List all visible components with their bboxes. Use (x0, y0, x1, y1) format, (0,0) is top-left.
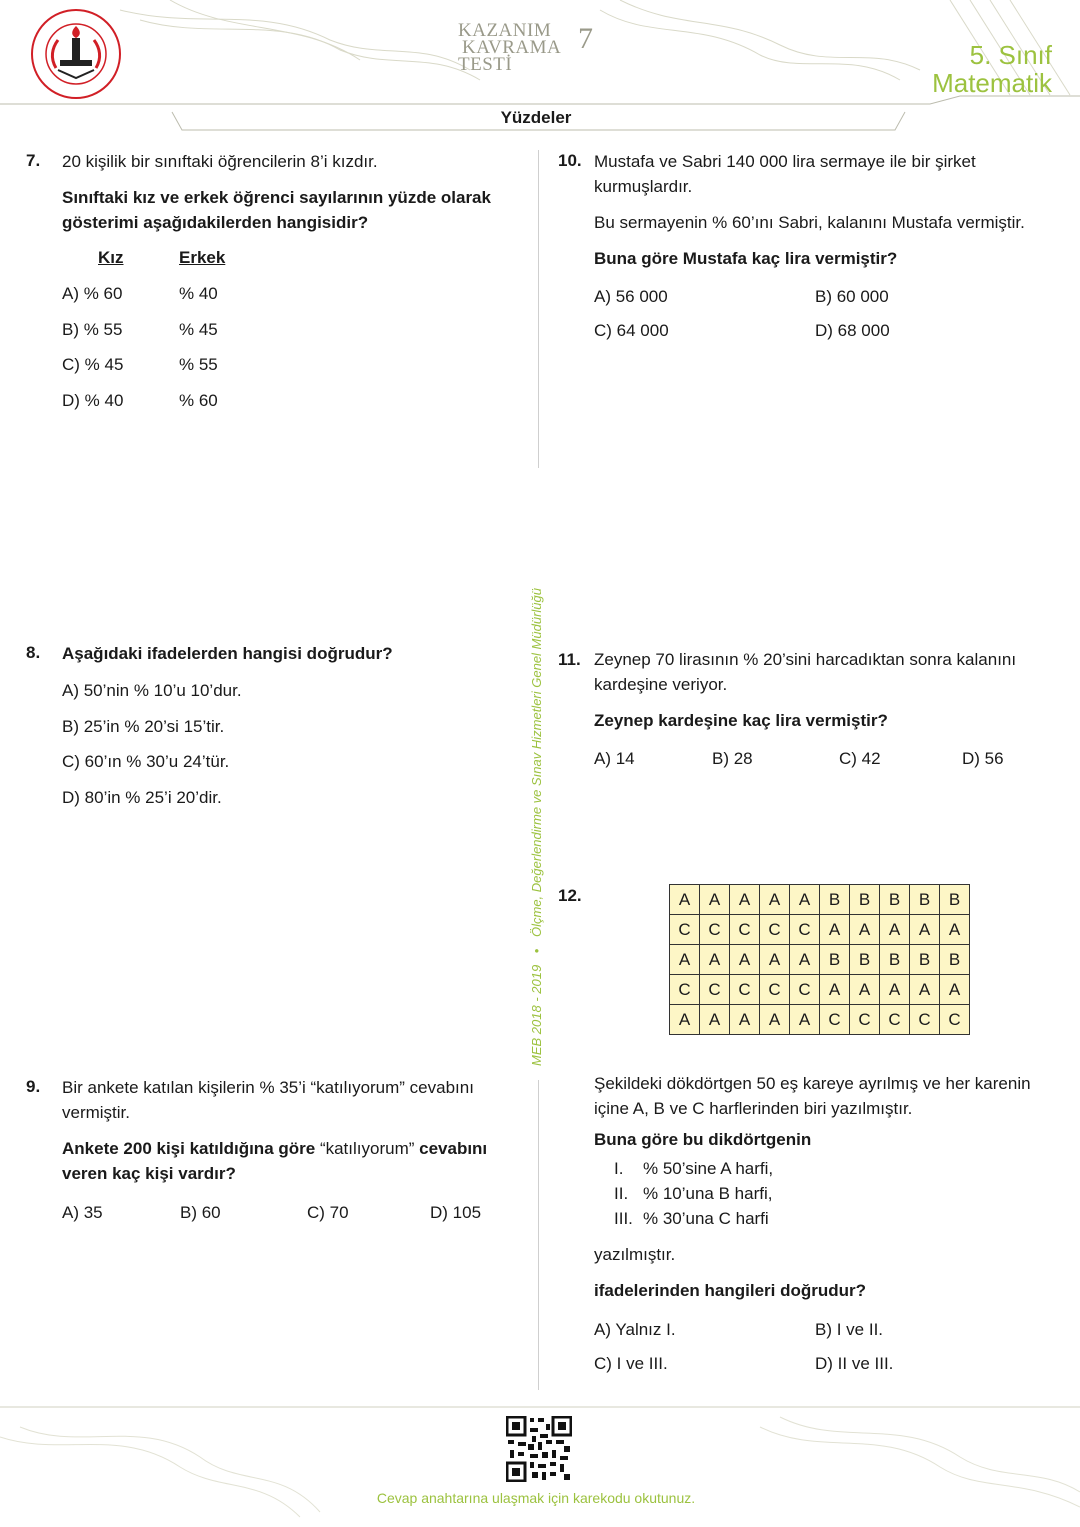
q7-option-c-value: % 55 (179, 355, 218, 374)
grid-cell: A (820, 975, 850, 1005)
q12-question: Buna göre bu dikdörtgenin (594, 1130, 812, 1149)
grid-cell: A (700, 945, 730, 975)
q11-option-a[interactable]: A) 14 (594, 749, 635, 768)
grid-cell: C (880, 1005, 910, 1035)
q11-option-c[interactable]: C) 42 (839, 749, 881, 768)
q12-letter-grid (669, 884, 970, 1035)
q12-statement-2-roman: II. (614, 1184, 629, 1203)
topic-title: Yüzdeler (500, 108, 572, 127)
grid-cell: B (940, 945, 970, 975)
grid-row (670, 885, 970, 915)
grid-cell: C (790, 915, 820, 945)
grid-cell: A (940, 975, 970, 1005)
q10-option-b[interactable]: B) 60 000 (815, 287, 889, 306)
q7-stem: 20 kişilik bir sınıftaki öğrencilerin 8’i kızdır. (62, 152, 378, 171)
q10-stem: Mustafa ve Sabri 140 000 lira sermaye ile bir şirket kurmuşlardır. (594, 152, 976, 196)
q11-option-b[interactable]: B) 28 (712, 749, 753, 768)
credit-org: Ölçme, Değerlendirme ve Sınav Hizmetleri Genel Müdürlüğü (529, 588, 544, 937)
q11-question: Zeynep kardeşine kaç lira vermiştir? (594, 711, 888, 730)
grid-cell: C (850, 1005, 880, 1035)
brand-title (458, 22, 570, 73)
q12-statement-2: % 10’una B harfi, (643, 1184, 773, 1203)
q9-question-part2: “katılıyorum” (315, 1139, 420, 1158)
q9-question-part1: Ankete 200 kişi katıldığına göre (62, 1139, 316, 1158)
q7-number: 7. (26, 151, 41, 170)
grid-cell: A (850, 915, 880, 945)
grid-cell: C (730, 915, 760, 945)
q8-option-b[interactable]: B) 25’in % 20’si 15’tir. (62, 717, 225, 736)
grid-cell: B (820, 945, 850, 975)
grid-cell: A (790, 1005, 820, 1035)
q12-stem: Şekildeki dökdörtgen 50 eş kareye ayrılmış ve her karenin içine A, B ve C harflerinden biri yazılmıştır. (594, 1074, 1031, 1118)
q7-option-a-value: % 40 (179, 284, 218, 303)
grid-cell: C (760, 915, 790, 945)
q12-option-b[interactable]: B) I ve II. (815, 1320, 884, 1339)
q12-option-d[interactable]: D) II ve III. (815, 1354, 894, 1373)
grid-cell: C (730, 975, 760, 1005)
grid-cell: C (820, 1005, 850, 1035)
grid-row (670, 945, 970, 975)
q7-option-a[interactable]: A) % 60 (62, 284, 123, 303)
grid-cell: C (940, 1005, 970, 1035)
qr-caption: Cevap anahtarına ulaşmak için karekodu okutunuz. (376, 1490, 696, 1506)
q10-number: 10. (558, 151, 582, 170)
q7-option-b-value: % 45 (179, 320, 218, 339)
grid-cell: A (760, 945, 790, 975)
q12-number: 12. (558, 886, 582, 905)
subject-label: Matematik (932, 68, 1052, 98)
grade-label: 5. Sınıf (969, 40, 1052, 70)
q7-col-kiz: Kız (98, 248, 124, 267)
grid-cell: A (730, 885, 760, 915)
brand-line-3: TESTİ (458, 54, 513, 75)
grid-cell: A (910, 975, 940, 1005)
q10-question: Buna göre Mustafa kaç lira vermiştir? (594, 249, 898, 268)
q7-option-b[interactable]: B) % 55 (62, 320, 123, 339)
answer-key-qr-code[interactable] (506, 1416, 572, 1482)
q9-stem: Bir ankete katılan kişilerin % 35’i “katılıyorum” cevabını vermiştir. (62, 1078, 474, 1122)
grid-cell: C (700, 915, 730, 945)
q9-question (62, 1136, 522, 1186)
grid-cell: A (760, 1005, 790, 1035)
q11-number: 11. (558, 650, 581, 669)
credit-years: MEB 2018 - 2019 (529, 964, 544, 1066)
q10-option-a[interactable]: A) 56 000 (594, 287, 668, 306)
q8-option-c[interactable]: C) 60’ın % 30’u 24’tür. (62, 752, 230, 771)
grid-cell: A (700, 885, 730, 915)
grid-cell: A (760, 885, 790, 915)
grid-cell: C (700, 975, 730, 1005)
grid-cell: C (790, 975, 820, 1005)
grid-cell: A (880, 975, 910, 1005)
q12-statement-1: % 50’sine A harfi, (643, 1159, 774, 1178)
column-divider-top (538, 150, 539, 468)
grid-row (670, 1005, 970, 1035)
q12-statement-1-roman: I. (614, 1159, 624, 1178)
q8-option-d[interactable]: D) 80’in % 25’i 20’dir. (62, 788, 222, 807)
grid-cell: A (880, 915, 910, 945)
grid-cell: C (910, 1005, 940, 1035)
q7-option-c[interactable]: C) % 45 (62, 355, 124, 374)
q8-option-a[interactable]: A) 50’nin % 10’u 10’dur. (62, 681, 242, 700)
q9-option-d[interactable]: D) 105 (430, 1203, 482, 1222)
grid-cell: B (850, 885, 880, 915)
q12-statement-3-roman: III. (614, 1209, 633, 1228)
grid-cell: B (820, 885, 850, 915)
grid-cell: B (940, 885, 970, 915)
q12-option-c[interactable]: C) I ve III. (594, 1354, 668, 1373)
grid-cell: A (730, 945, 760, 975)
q8-number: 8. (26, 643, 41, 662)
q7-col-erkek: Erkek (179, 248, 226, 267)
q11-stem: Zeynep 70 lirasının % 20’sini harcadıktan sonra kalanını kardeşine veriyor. (594, 650, 1017, 694)
grid-cell: C (760, 975, 790, 1005)
q8-question: Aşağıdaki ifadelerden hangisi doğrudur? (62, 644, 393, 663)
grid-cell: A (670, 945, 700, 975)
column-divider-bottom (538, 1080, 539, 1390)
vertical-credit (529, 486, 544, 1066)
grid-cell: B (880, 885, 910, 915)
q11-option-d[interactable]: D) 56 (962, 749, 1004, 768)
test-number: 7 (578, 22, 593, 55)
q9-number: 9. (26, 1077, 41, 1096)
grid-row (670, 975, 970, 1005)
grid-cell: C (670, 975, 700, 1005)
brand-line-1: KAZANIM (458, 20, 552, 41)
q12-statement-3: % 30’una C harfi (643, 1209, 769, 1228)
q10-option-d[interactable]: D) 68 000 (815, 321, 890, 340)
grid-cell: A (940, 915, 970, 945)
q12-tail: yazılmıştır. (594, 1245, 676, 1264)
q10-option-c[interactable]: C) 64 000 (594, 321, 669, 340)
grid-cell: A (700, 1005, 730, 1035)
grid-cell: B (910, 885, 940, 915)
q12-option-a[interactable]: A) Yalnız I. (594, 1320, 676, 1339)
grid-cell: C (670, 915, 700, 945)
q7-option-d[interactable]: D) % 40 (62, 391, 124, 410)
q9-option-b[interactable]: B) 60 (180, 1203, 221, 1222)
grid-cell: B (910, 945, 940, 975)
q7-question: Sınıftaki kız ve erkek öğrenci sayılarının yüzde olarak gösterimi aşağıdakilerden hangisidir? (62, 188, 491, 232)
grid-cell: A (850, 975, 880, 1005)
q12-question2: ifadelerinden hangileri doğrudur? (594, 1281, 867, 1300)
grid-cell: A (730, 1005, 760, 1035)
grid-cell: A (820, 915, 850, 945)
ministry-logo (30, 8, 122, 100)
grid-cell: A (790, 885, 820, 915)
q9-option-c[interactable]: C) 70 (307, 1203, 349, 1222)
grid-cell: A (910, 915, 940, 945)
q9-option-a[interactable]: A) 35 (62, 1203, 103, 1222)
brand-line-2: KAVRAMA (462, 37, 562, 58)
q9-question-part3: cevabını veren kaç kişi vardır? (62, 1139, 488, 1183)
q7-option-d-value: % 60 (179, 391, 218, 410)
credit-bullet: • (529, 948, 544, 954)
grid-cell: B (880, 945, 910, 975)
grid-cell: A (790, 945, 820, 975)
grid-cell: A (670, 885, 700, 915)
grid-cell: A (670, 1005, 700, 1035)
grid-row (670, 915, 970, 945)
q10-stem2: Bu sermayenin % 60’ını Sabri, kalanını Mustafa vermiştir. (594, 213, 1025, 232)
grid-cell: B (850, 945, 880, 975)
